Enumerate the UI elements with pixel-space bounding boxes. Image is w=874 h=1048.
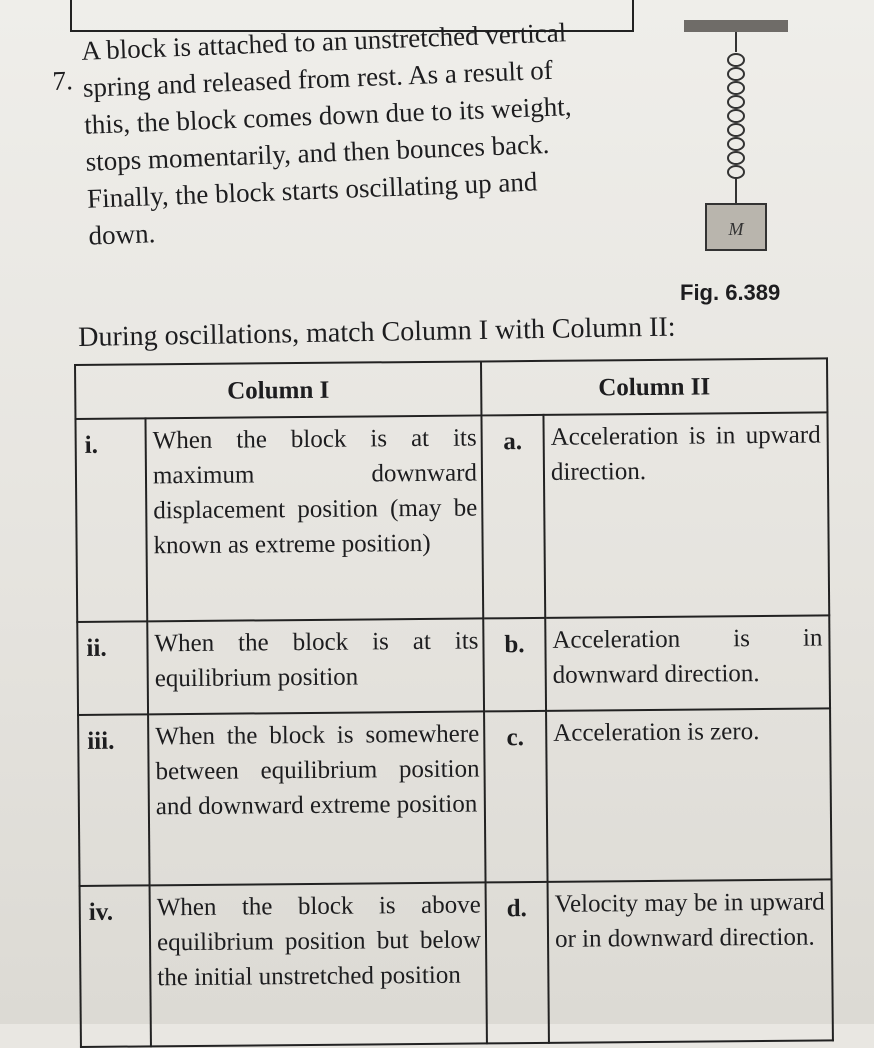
column-2-cell: Acceleration is in upward direction.: [543, 412, 829, 617]
table-row: [78, 708, 831, 886]
ceiling-support: [684, 20, 788, 32]
column-2-cell: Acceleration is zero.: [546, 708, 831, 881]
column-1-cell: When the block is somewhere between equilibrium position and downward extreme position: [148, 711, 485, 885]
spring-block-figure: [676, 14, 796, 274]
table-row: [80, 879, 833, 1047]
match-table-container: [74, 357, 832, 1024]
column-2-header: Column II: [481, 358, 827, 415]
instruction-text: During oscillations, match Column I with Column II:: [78, 311, 676, 353]
row-number: iii.: [78, 714, 149, 886]
question-line: Finally, the block starts oscillating up and: [86, 166, 538, 214]
figure-caption: Fig. 6.389: [680, 280, 781, 305]
question-line: spring and released from rest. As a result of: [82, 54, 554, 103]
question-line: stops momentarily, and then bounces back.: [85, 128, 550, 177]
row-letter: a.: [481, 415, 545, 619]
match-table: [74, 357, 834, 1048]
table-row: [77, 615, 830, 715]
spring-coils: [728, 54, 744, 178]
table-row: [75, 412, 829, 622]
row-letter: c.: [484, 711, 547, 883]
column-1-cell: When the block is above equilibrium position but below the initial unstretched position: [150, 882, 487, 1046]
question-number: 7.: [51, 65, 74, 96]
column-2-cell: Acceleration is in downward direction.: [545, 615, 830, 710]
column-2-cell: Velocity may be in upward or in downward direction.: [548, 879, 833, 1042]
question-line: A block is attached to an unstretched vertical: [80, 17, 567, 66]
table-header-row: [75, 358, 827, 419]
column-1-cell: When the block is at its maximum downward displacement position (may be known as extreme position): [145, 415, 483, 621]
row-letter: d.: [486, 882, 549, 1044]
block-label: M: [728, 219, 744, 239]
row-number: iv.: [80, 885, 151, 1047]
question-text: [81, 11, 659, 255]
column-1-header: Column I: [75, 361, 481, 419]
column-1-cell: When the block is at its equilibrium position: [147, 618, 484, 714]
row-number: ii.: [77, 621, 148, 715]
question-line: this, the block comes down due to its weight,: [83, 91, 572, 140]
question-line: down.: [87, 218, 156, 251]
row-letter: b.: [483, 618, 546, 712]
row-number: i.: [75, 418, 147, 622]
